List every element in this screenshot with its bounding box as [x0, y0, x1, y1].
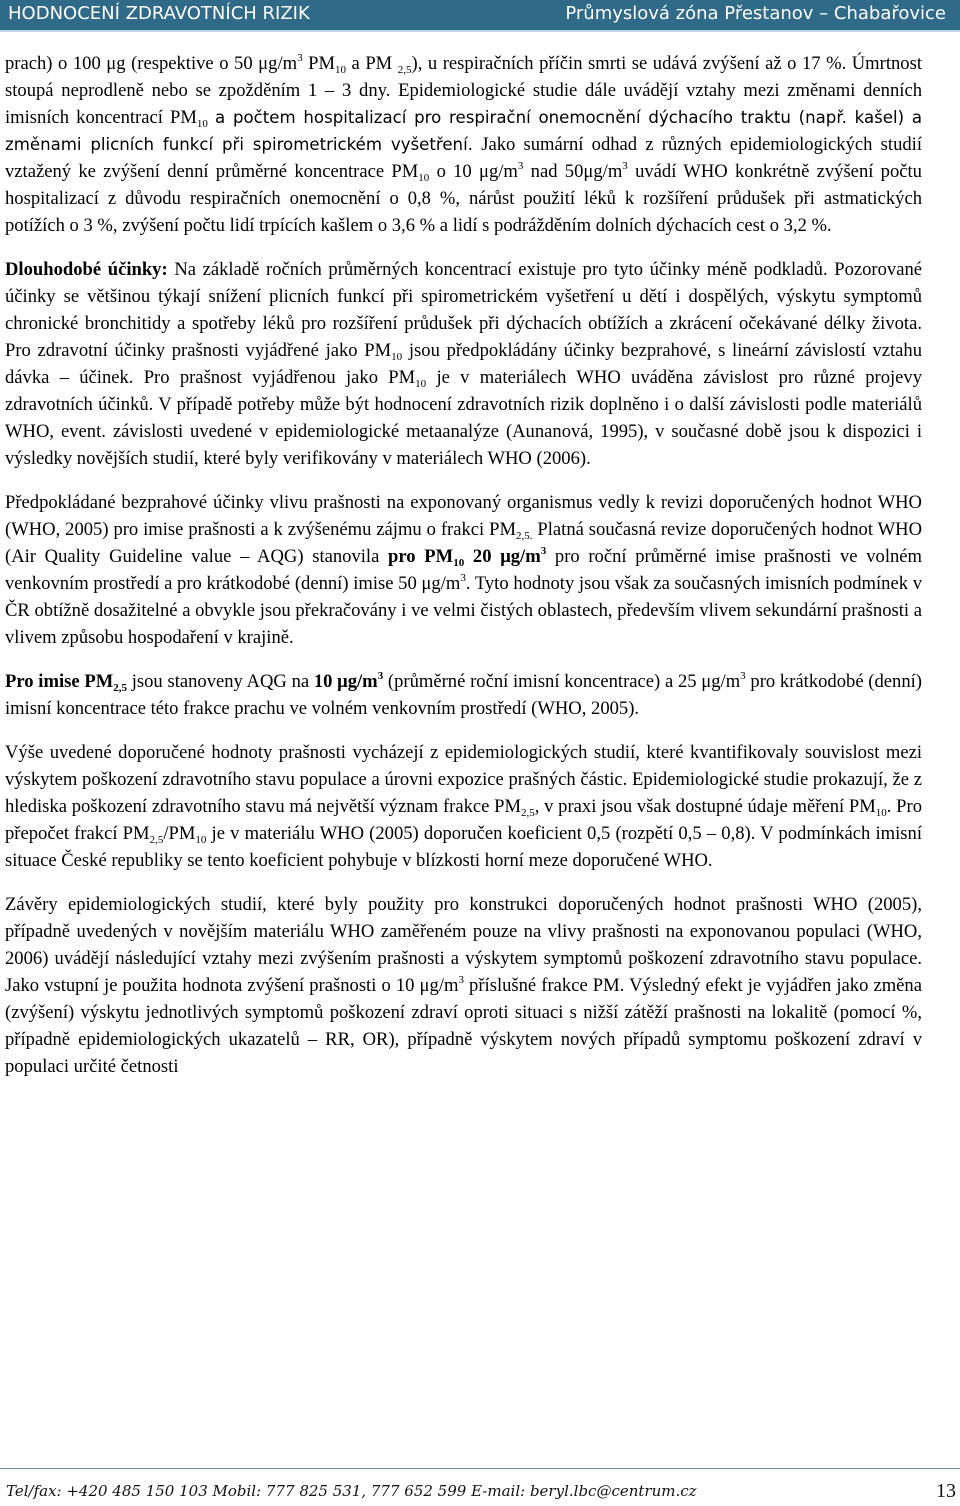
- paragraph-conclusions: Závěry epidemiologických studií, které byly použity pro konstrukci doporučených hodnot prašnosti WHO (2005), případně uvedených v novějším materiálu WHO zaměřeném pouze na vlivy prašnosti na exponovanou populaci (WHO, 2006) uvádějí následující vztahy mezi zvýšením prašnosti a výskytem symptomů poškození zdravotního stavu populace. Jako vstupní je použita hodnota zvýšení prašnosti o 10 $\mu g/m^3$ příslušné frakce PM. Výsledný efekt je vyjádřen jako změna (zvýšení) výskytu jednotlivých symptomů poškození zdraví oproti situaci s nižší zátěží prašnosti na lokalitě (pomocí %, případně epidemiologických ukazatelů – RR, OR), případně výskytem nových případů symptomu poškození zdraví v populaci určité četnosti: [5, 894, 922, 1077]
- page-header: [0, 0, 960, 30]
- page-number: 13: [936, 1480, 956, 1502]
- paragraph-short-term: prach) o 100 μg (respektive o 50 $\mu g/m^3$ $PM_{10}$ a PM $_{2,5}$), u respiračních příčin smrti se udává zvýšení až o 17 %. Úmrtnost stoupá neprodleně nebo se zpožděním 1 – 3 dny. Epidemiologické studie dále uvádějí vztahy mezi změnami denních imisních koncentrací $PM_{10}$ a počtem hospitalizací pro respirační onemocnění dýchacího traktu (např. kašel) a změnami plicních funkcí při spirometrickém vyšetření. Jako sumární odhad z různých epidemiologických studií vztažený ke zvýšení denní průměrné koncentrace $PM_{10}$ o 10 $\mu g/m^3$ nad $50\mu g/m^3$ uvádí WHO konkrétně zvýšení počtu hospitalizací z důvodu respiračních onemocnění o 0,8 %, nárůst použití léků k rozšíření průdušek při astmatických potížích o 3 %, zvýšení počtu lidí trpících kašlem o 3,6 % a lidí s podrážděním dolních dýchacích cest o 3,2 %.: [5, 52, 922, 236]
- paragraph-pm25-aqg: Pro imise $PM_{2,5}$ jsou stanoveny AQG na 10 $\mu g/m^3$ (průměrné roční imisní koncentrace) a 25 $\mu g/m^3$ pro krátkodobé (denní) imisní koncentrace této frakce prachu ve volném venkovním prostředí (WHO, 2005).: [5, 670, 922, 719]
- footer-contact: Tel/fax: +420 485 150 103 Mobil: 777 825 531, 777 652 599 E-mail: beryl.lbc@centrum.cz: [6, 1482, 697, 1500]
- header-title: HODNOCENÍ ZDRAVOTNÍCH RIZIK: [8, 3, 310, 24]
- header-subtitle: Průmyslová zóna Přestanov – Chabařovice: [565, 3, 946, 24]
- page-footer: [0, 1478, 960, 1506]
- section-lead: Dlouhodobé účinky:: [5, 259, 168, 280]
- paragraph-conversion: Výše uvedené doporučené hodnoty prašnosti vycházejí z epidemiologických studií, které kvantifikovaly souvislost mezi výskytem poškození zdravotního stavu populace a úrovni expozice prašných částic. Epidemiologické studie prokazují, že z hlediska poškození zdravotního stavu má největší význam frakce $PM_{2,5}$, v praxi jsou však dostupné údaje měření $PM_{10}$. Pro přepočet frakcí $PM_{2,5}/PM_{10}$ je v materiálu WHO (2005) doporučen koeficient 0,5 (rozpětí 0,5 – 0,8). V podmínkách imisní situace České republiky se tento koeficient pohybuje v blízkosti horní meze doporučené WHO.: [5, 742, 923, 871]
- paragraph-long-term: Dlouhodobé účinky: Na základě ročních průměrných koncentrací existuje pro tyto účinky méně podkladů. Pozorované účinky se většinou týkají snížení plicních funkcí při spirometrickém vyšetření u dětí i dospělých, výskytu symptomů chronické bronchitidy a spotřeby léků pro rozšíření průdušek při dýchacích obtížích a zkrácení očekávané délky života. Pro zdravotní účinky prašnosti vyjádřené jako $PM_{10}$ jsou předpokládány účinky bezprahové, s lineární závislostí vztahu dávka – účinek. Pro prašnost vyjádřenou jako $PM_{10}$ je v materiálech WHO uváděna závislost pro různé projevy zdravotních účinků. V případě potřeby může být hodnocení zdravotních rizik doplněno i o další závislosti podle materiálů WHO, event. závislosti uvedené v epidemiologické metaanalýze (Aunanová, 1995), v současné době jsou k dispozici i výsledky novějších studií, které byly verifikovány v materiálech WHO (2006).: [5, 259, 923, 469]
- footer-divider: [0, 1468, 960, 1469]
- header-divider: [0, 30, 960, 32]
- document-body: [5, 50, 922, 1097]
- paragraph-who-revision: Předpokládané bezprahové účinky vlivu prašnosti na exponovaný organismus vedly k revizi doporučených hodnot WHO (WHO, 2005) pro imise prašnosti a k zvýšenému zájmu o frakci $PM_{2,5.}$ Platná současná revize doporučených hodnot WHO (Air Quality Guideline value – AQG) stanovila pro $PM_{10}$ 20 $\mu g/m^3$ pro roční průměrné imise prašnosti ve volném venkovním prostředí a pro krátkodobé (denní) imise 50 $\mu g/m^3$. Tyto hodnoty jsou však za současných imisních podmínek v ČR obtížně dosažitelné a obvykle jsou překračovány i ve velmi čistých oblastech, především vlivem sekundární prašnosti a vlivem způsobu hospodaření v krajině.: [5, 492, 923, 648]
